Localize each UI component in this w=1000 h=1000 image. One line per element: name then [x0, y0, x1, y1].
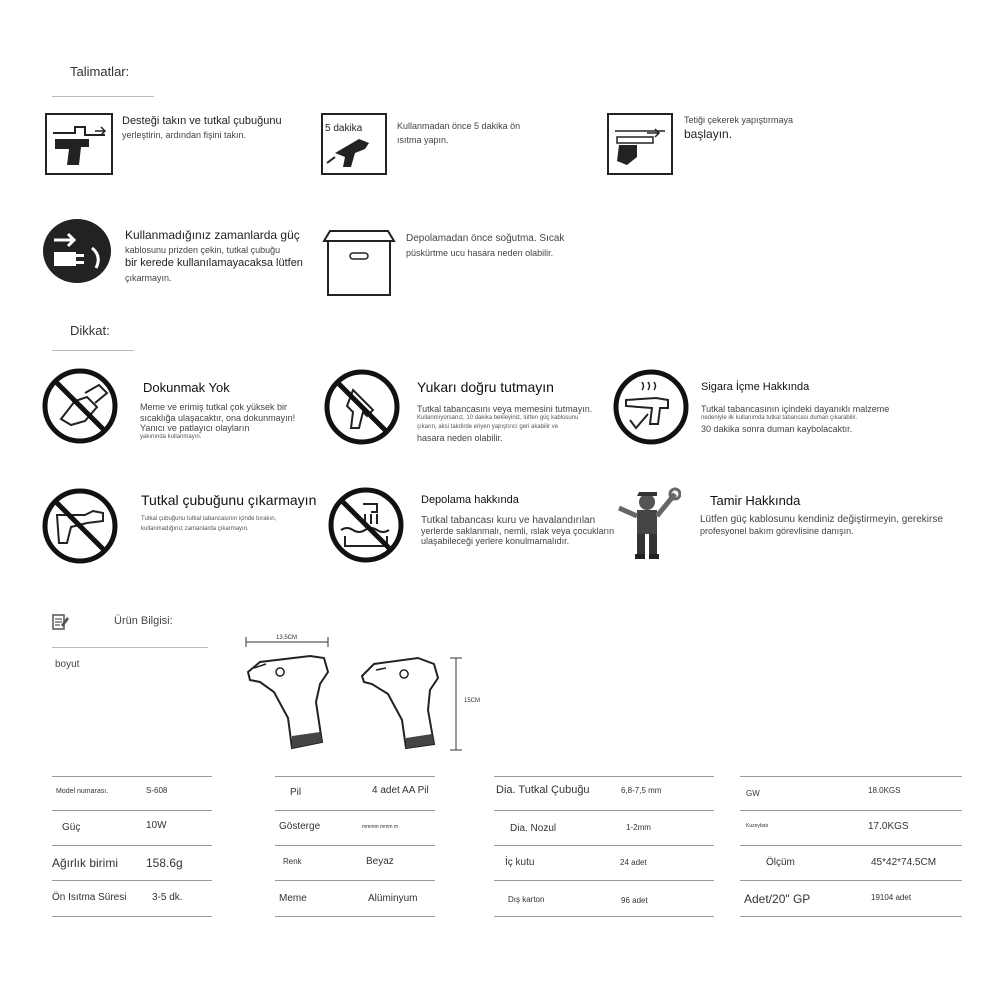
spec-label: Ölçüm — [766, 857, 795, 868]
no-touch-icon — [41, 367, 119, 445]
spec-rule — [275, 916, 435, 917]
product-title: Ürün Bilgisi: — [114, 615, 173, 627]
spec-rule — [275, 810, 435, 811]
spec-value: 3-5 dk. — [152, 892, 183, 903]
spec-label: Dia. Nozul — [510, 823, 557, 834]
size-label: boyut — [55, 659, 80, 670]
w2-line2: Kullanmıyorsanız, 10 dakika bekleyiniz, lütfen güç kablosunu — [417, 415, 579, 421]
w2-title: Yukarı doğru tutmayın — [417, 379, 554, 395]
spec-rule — [52, 810, 212, 811]
spec-label: Kuzeybatı — [746, 823, 769, 829]
spec-value: S-608 — [146, 786, 168, 795]
glue-gun-insert-icon — [45, 113, 113, 175]
storage-water-icon — [327, 486, 405, 564]
product-rule — [52, 647, 208, 648]
step3-line1: Tetiği çekerek yapıştırmaya — [684, 115, 794, 125]
w3-title: Sigara İçme Hakkında — [701, 381, 810, 393]
spec-rule — [740, 916, 962, 917]
dim-height-label: 15CM — [464, 698, 481, 704]
spec-value: 96 adet — [621, 896, 648, 905]
spec-value: 6,8-7,5 mm — [621, 786, 662, 795]
no-upward-icon — [323, 368, 401, 446]
w1-line1: Meme ve erimiş tutkal çok yüksek bir — [140, 402, 288, 412]
w5-line2: yerlerde saklanmalı, nemli, ıslak veya çocukların — [421, 526, 615, 536]
spec-label: Dia. Tutkal Çubuğu — [496, 784, 590, 796]
spec-value: 45*42*74.5CM — [871, 857, 937, 868]
step5-line1: Depolamadan önce soğutma. Sıcak — [406, 233, 565, 244]
w3-line1: Tutkal tabancasının içindeki dayanıklı malzeme — [701, 404, 890, 414]
w6-line2: profesyonel bakım görevlisine danışın. — [700, 526, 854, 536]
spec-rule — [494, 916, 714, 917]
spec-value: 1-2mm — [626, 823, 651, 832]
step3-line2: başlayın. — [684, 127, 733, 141]
w2-line1: Tutkal tabancasını veya memesini tutmayın. — [417, 404, 593, 414]
note-pencil-icon — [52, 613, 70, 631]
w4-title: Tutkal çubuğunu çıkarmayın — [141, 492, 317, 508]
spec-value: 24 adet — [620, 858, 647, 867]
step2-line2: ısıtma yapın. — [397, 135, 449, 145]
instructions-rule — [52, 96, 154, 97]
w2-line3: çıkarın, aksi takdirde eriyen yapıştırıcı geri akabilir ve — [417, 424, 559, 430]
spec-rule — [494, 810, 714, 811]
glue-gun-side-view-drawing — [240, 632, 340, 754]
step4-line1: Kullanmadığınız zamanlarda güç — [125, 228, 300, 242]
spec-rule — [494, 845, 714, 846]
step4-line2: kablosunu prizden çekin, tutkal çubuğu — [125, 245, 281, 255]
spec-label: Renk — [283, 857, 302, 866]
spec-label: Meme — [279, 893, 307, 904]
caution-title: Dikkat: — [70, 323, 110, 338]
spec-label: Pil — [290, 787, 302, 798]
w4-line2: kullanmadığınız zamanlarda çıkarmayın. — [141, 526, 249, 532]
spec-label: Dış karton — [508, 895, 545, 904]
w5-title: Depolama hakkında — [421, 494, 519, 506]
spec-rule — [494, 776, 714, 777]
unplug-icon — [42, 218, 112, 284]
w1-line2: sıcaklığa ulaşacaktır, ona dokunmayın! — [140, 413, 296, 423]
spec-rule — [275, 880, 435, 881]
w2-line4: hasara neden olabilir. — [417, 433, 503, 443]
spec-label: Adet/20" GP — [744, 892, 811, 906]
spec-rule — [52, 845, 212, 846]
step4-line3: bir kerede kullanılamayacaksa lütfen — [125, 257, 303, 269]
spec-rule — [740, 845, 962, 846]
smoke-icon — [612, 368, 690, 446]
step1-line1: Desteği takın ve tutkal çubuğunu — [122, 115, 282, 127]
step2-line1: Kullanmadan önce 5 dakika ön — [397, 121, 521, 131]
spec-value: mmmm mmm m — [362, 824, 399, 830]
w1-line3: Yanıcı ve patlayıcı olayların — [140, 423, 250, 433]
spec-rule — [740, 776, 962, 777]
step4-line4: çıkarmayın. — [125, 273, 172, 283]
spec-label: GW — [746, 789, 760, 798]
spec-label: Ağırlık birimi — [52, 856, 119, 870]
spec-rule — [740, 880, 962, 881]
caution-rule — [52, 350, 134, 351]
spec-value: 4 adet AA Pil — [372, 785, 429, 796]
storage-box-icon — [322, 227, 396, 297]
spec-label: İç kutu — [505, 857, 535, 868]
instructions-title: Talimatlar: — [70, 64, 130, 79]
repair-mechanic-icon — [617, 486, 681, 562]
w6-line1: Lütfen güç kablosunu kendiniz değiştirmeyin, gerekirse — [700, 514, 943, 525]
w1-title: Dokunmak Yok — [143, 380, 230, 395]
spec-label: Model numarası. — [56, 788, 109, 795]
spec-rule — [52, 776, 212, 777]
spec-rule — [494, 880, 714, 881]
spec-rule — [275, 776, 435, 777]
spec-label: Gösterge — [279, 821, 321, 832]
spec-value: Alüminyum — [368, 893, 418, 904]
spec-rule — [740, 810, 962, 811]
spec-value: Beyaz — [366, 856, 394, 867]
spec-value: 18.0KGS — [868, 786, 901, 795]
dim-width-label: 13.5CM — [276, 635, 298, 641]
spec-label: Güç — [62, 822, 81, 833]
step1-line2: yerleştirin, ardından fişini takın. — [122, 130, 247, 140]
spec-label: Ön Isıtma Süresi — [52, 892, 127, 903]
w3-line2: nedeniyle ilk kullanımda tutkal tabancası duman çıkarabilir. — [701, 415, 858, 421]
w5-line1: Tutkal tabancası kuru ve havalandırılan — [421, 515, 596, 526]
glue-gun-angle-view-drawing — [358, 654, 470, 754]
spec-value: 158.6g — [146, 856, 183, 870]
trigger-icon — [607, 113, 673, 175]
preheat-badge: 5 dakika — [325, 123, 363, 134]
no-remove-stick-icon — [41, 487, 119, 565]
w1-line4: yakınında kullanmayın. — [140, 434, 202, 440]
w6-title: Tamir Hakkında — [710, 493, 801, 508]
w3-line3: 30 dakika sonra duman kaybolacaktır. — [701, 424, 853, 434]
spec-rule — [275, 845, 435, 846]
spec-value: 19104 adet — [871, 893, 912, 902]
w5-line3: ulaşabileceği yerlere konulmamalıdır. — [421, 536, 570, 546]
spec-value: 17.0KGS — [868, 821, 909, 832]
spec-rule — [52, 916, 212, 917]
spec-rule — [52, 880, 212, 881]
w4-line1: Tutkal çubuğunu tutkal tabancasının içinde bırakın, — [141, 516, 277, 522]
step5-line2: püskürtme ucu hasara neden olabilir. — [406, 248, 554, 258]
spec-value: 10W — [146, 820, 167, 831]
